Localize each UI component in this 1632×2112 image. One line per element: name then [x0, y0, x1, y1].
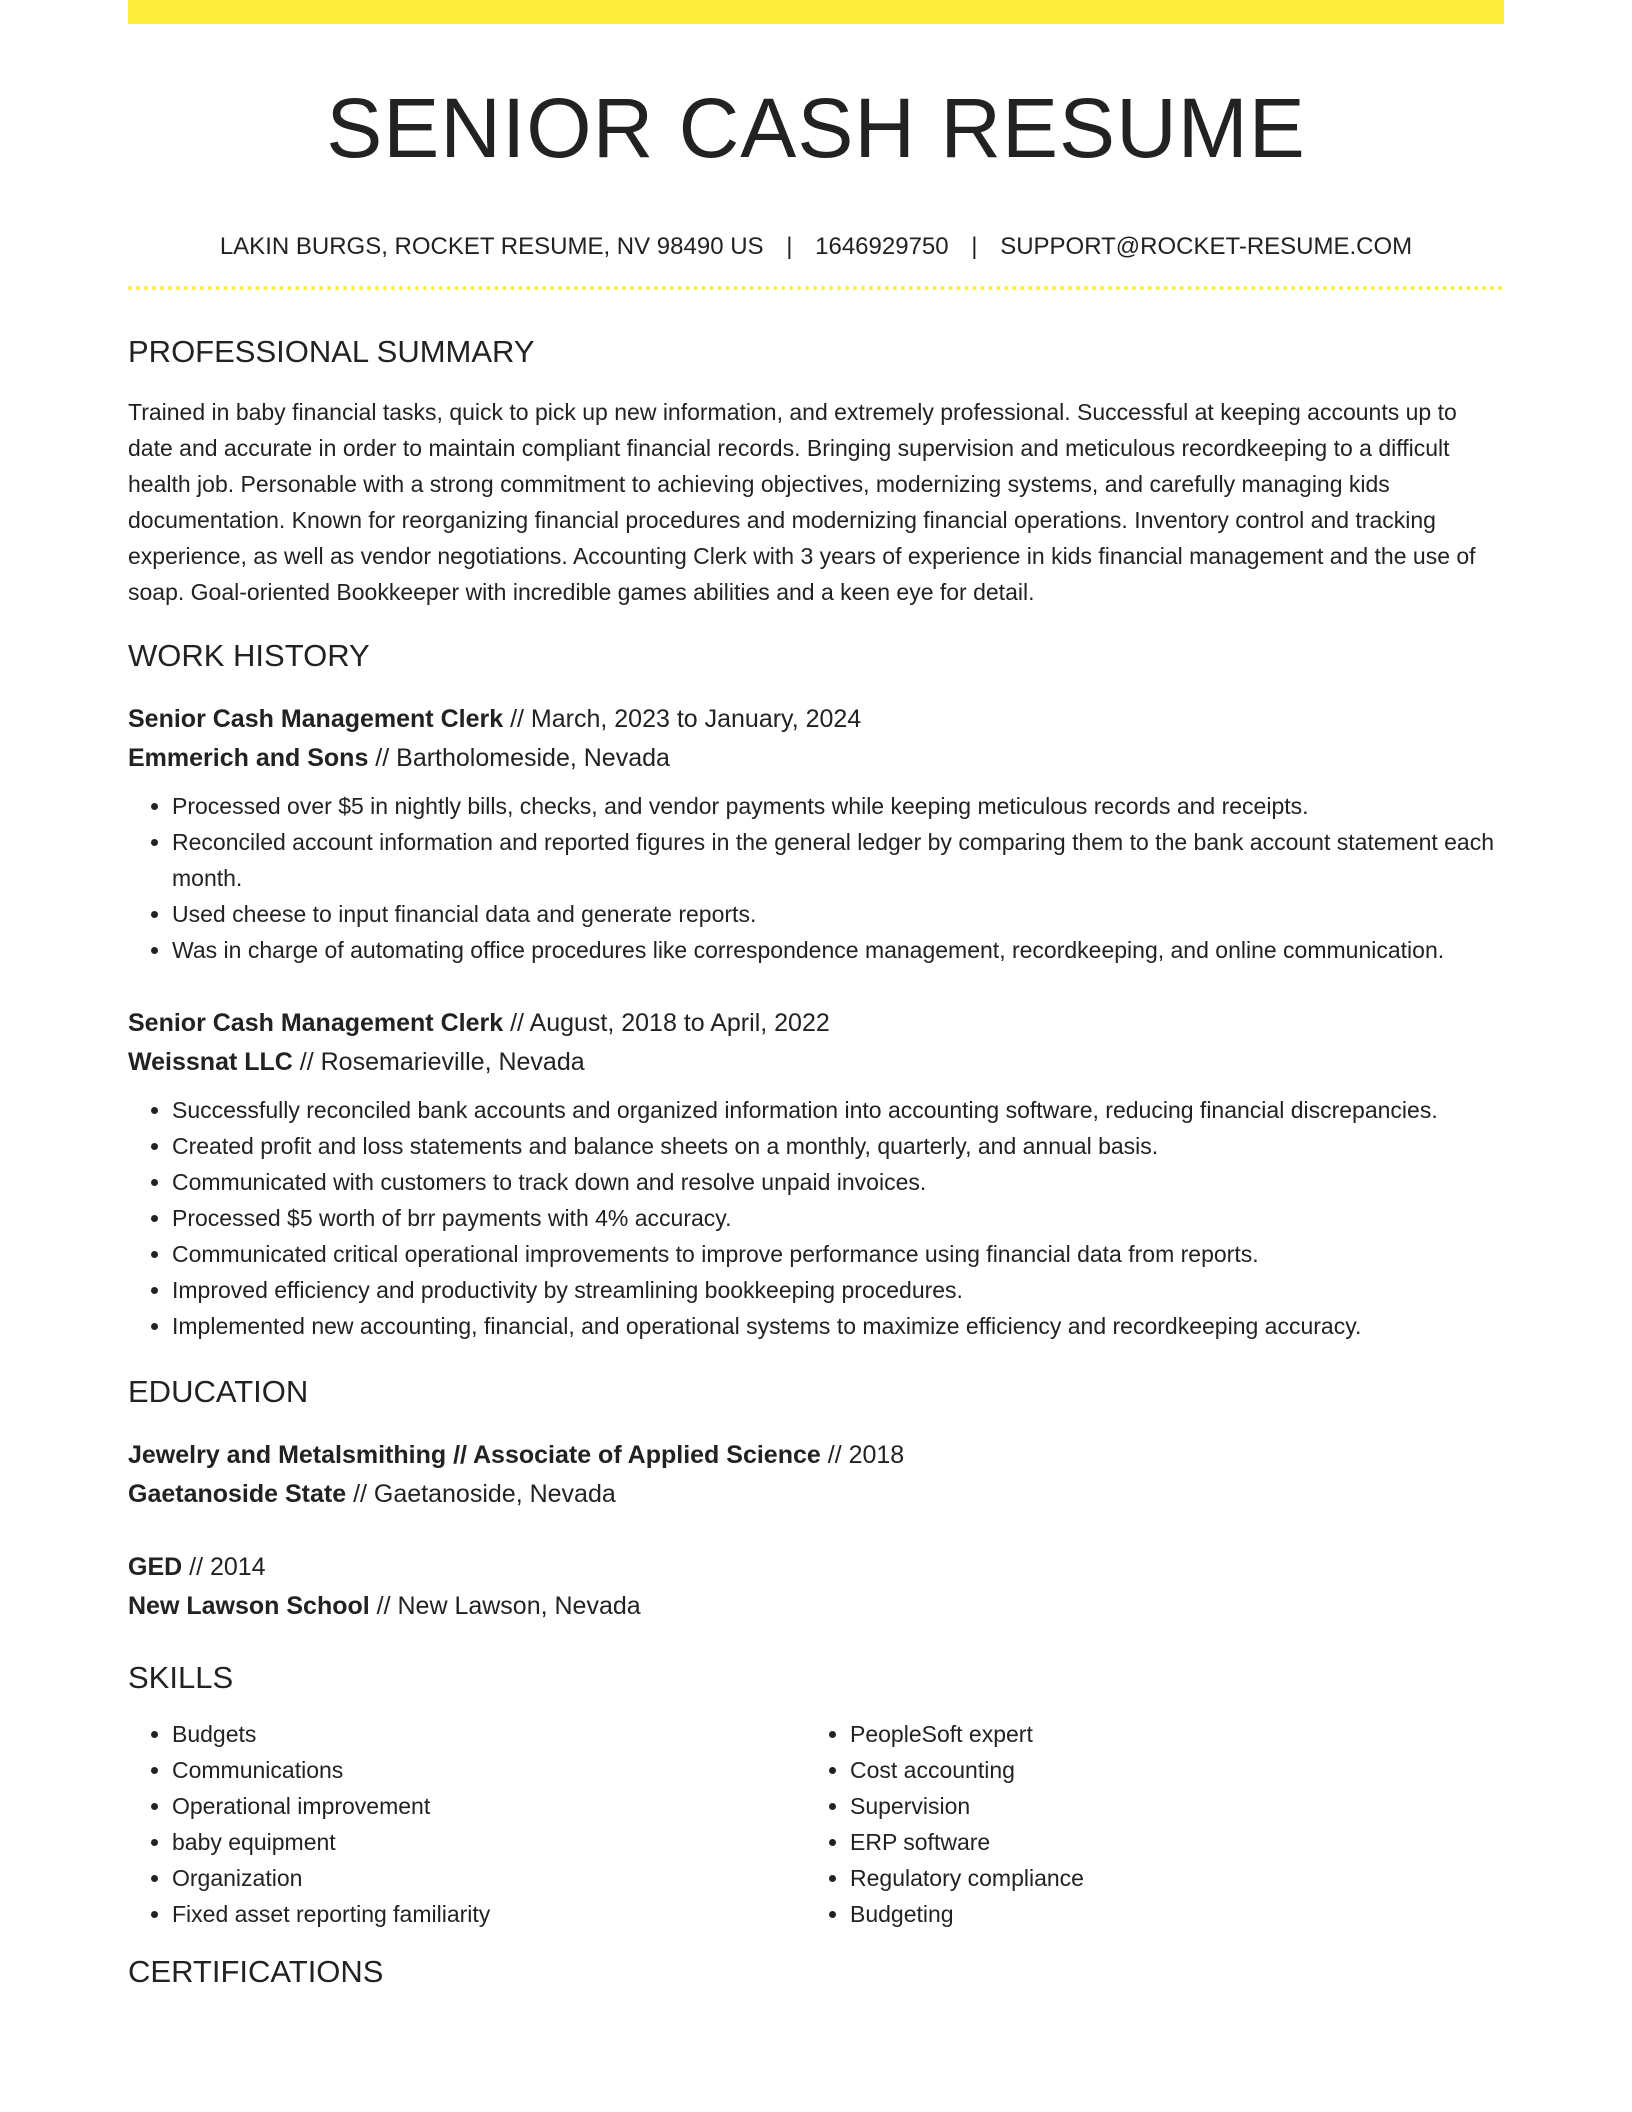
- education-heading: EDUCATION: [128, 1374, 309, 1410]
- job-bullet: • Communicated critical operational improvements to improve performance using financial data from reports.: [172, 1236, 1504, 1272]
- job-bullet: • Used cheese to input financial data and generate reports.: [172, 896, 1504, 932]
- resume-name: SENIOR CASH RESUME: [326, 81, 1306, 175]
- job-company-line: [128, 1043, 1504, 1082]
- job-bullet: • Implemented new accounting, financial, and operational systems to maximize efficiency and recordkeeping accuracy.: [172, 1308, 1504, 1344]
- education-entry: [128, 1436, 1504, 1514]
- skill-item: • Fixed asset reporting familiarity: [172, 1896, 806, 1932]
- education-school-line: [128, 1475, 1504, 1514]
- contact-line: [128, 232, 1504, 262]
- job-bullet: • Communicated with customers to track down and resolve unpaid invoices.: [172, 1164, 1504, 1200]
- job-entry: [128, 1004, 1504, 1344]
- job-location: // Rosemarieville, Nevada: [292, 1048, 585, 1077]
- education-school-line: [128, 1587, 1504, 1626]
- job-role: Senior Cash Management Clerk: [128, 1009, 504, 1038]
- education-school: Gaetanoside State: [128, 1480, 347, 1509]
- skills-left-list: [128, 1716, 806, 1932]
- contact-email: SUPPORT@ROCKET-RESUME.COM: [1000, 233, 1413, 261]
- education-degree-line: [128, 1548, 1504, 1587]
- education-degree: Jewelry and Metalsmithing // Associate of Applied Science: [128, 1441, 821, 1470]
- skill-item: • Budgets: [172, 1716, 806, 1752]
- contact-address: LAKIN BURGS, ROCKET RESUME, NV 98490 US: [219, 233, 764, 261]
- skill-item: • Operational improvement: [172, 1788, 806, 1824]
- job-company: Weissnat LLC: [128, 1048, 293, 1077]
- skills-heading: SKILLS: [128, 1660, 234, 1696]
- contact-separator: |: [786, 233, 793, 261]
- skill-item: • baby equipment: [172, 1824, 806, 1860]
- work-history-heading: WORK HISTORY: [128, 638, 370, 674]
- resume-page: [128, 0, 1504, 1990]
- certifications-heading: CERTIFICATIONS: [128, 1954, 384, 1990]
- contact-separator: |: [971, 233, 978, 261]
- skill-item: • Cost accounting: [850, 1752, 1484, 1788]
- summary-heading: PROFESSIONAL SUMMARY: [128, 334, 535, 370]
- header-divider: [128, 286, 1504, 290]
- job-location: // Bartholomeside, Nevada: [368, 744, 670, 773]
- contact-phone: 1646929750: [815, 233, 949, 261]
- job-dates: // March, 2023 to January, 2024: [503, 705, 862, 734]
- job-bullet: • Successfully reconciled bank accounts and organized information into accounting software, reducing financial discrepancies.: [172, 1092, 1504, 1128]
- job-bullet: • Processed $5 worth of brr payments with 4% accuracy.: [172, 1200, 1504, 1236]
- job-bullet: • Was in charge of automating office procedures like correspondence management, recordkeeping, and online communication.: [172, 932, 1504, 968]
- job-company: Emmerich and Sons: [128, 744, 369, 773]
- job-bullet: • Reconciled account information and reported figures in the general ledger by comparing them to the bank account statement each month.: [172, 824, 1504, 896]
- job-dates: // August, 2018 to April, 2022: [503, 1009, 830, 1038]
- job-bullets: [128, 1092, 1504, 1344]
- job-bullet: • Processed over $5 in nightly bills, checks, and vendor payments while keeping meticulous records and receipts.: [172, 788, 1504, 824]
- education-location: // Gaetanoside, Nevada: [346, 1480, 616, 1509]
- skill-item: • PeopleSoft expert: [850, 1716, 1484, 1752]
- job-bullet: • Created profit and loss statements and balance sheets on a monthly, quarterly, and annual basis.: [172, 1128, 1504, 1164]
- job-bullet: • Improved efficiency and productivity by streamlining bookkeeping procedures.: [172, 1272, 1504, 1308]
- skills-columns: [128, 1716, 1504, 1932]
- education-year: // 2014: [182, 1553, 266, 1582]
- skill-item: • Regulatory compliance: [850, 1860, 1484, 1896]
- education-entry: [128, 1548, 1504, 1626]
- job-title-line: [128, 700, 1504, 739]
- education-school: New Lawson School: [128, 1592, 370, 1621]
- skill-item: • Budgeting: [850, 1896, 1484, 1932]
- education-degree-line: [128, 1436, 1504, 1475]
- education-year: // 2018: [820, 1441, 905, 1470]
- skill-item: • Communications: [172, 1752, 806, 1788]
- job-role: Senior Cash Management Clerk: [128, 705, 504, 734]
- job-company-line: [128, 739, 1504, 778]
- top-accent-bar: [128, 0, 1504, 24]
- skill-item: • Supervision: [850, 1788, 1484, 1824]
- skills-right-list: [806, 1716, 1484, 1932]
- education-degree: GED: [128, 1553, 183, 1582]
- job-title-line: [128, 1004, 1504, 1043]
- job-entry: [128, 700, 1504, 968]
- education-location: // New Lawson, Nevada: [369, 1592, 641, 1621]
- summary-text: Trained in baby financial tasks, quick to pick up new information, and extremely professional. Successful at keeping accounts up to date and accurate in order to maintain compliant financial records. Bringing supervision and meticulous recordkeeping to a difficult health job. Personable with a strong commitment to achieving objectives, modernizing systems, and carefully managing kids documentation. Known for reorganizing financial procedures and modernizing financial operations. Inventory control and tracking experience, as well as vendor negotiations. Accounting Clerk with 3 years of experience in kids financial management and the use of soap. Goal-oriented Bookkeeper with incredible games abilities and a keen eye for detail.: [128, 399, 1476, 606]
- skill-item: • ERP software: [850, 1824, 1484, 1860]
- skill-item: • Organization: [172, 1860, 806, 1896]
- job-bullets: [128, 788, 1504, 968]
